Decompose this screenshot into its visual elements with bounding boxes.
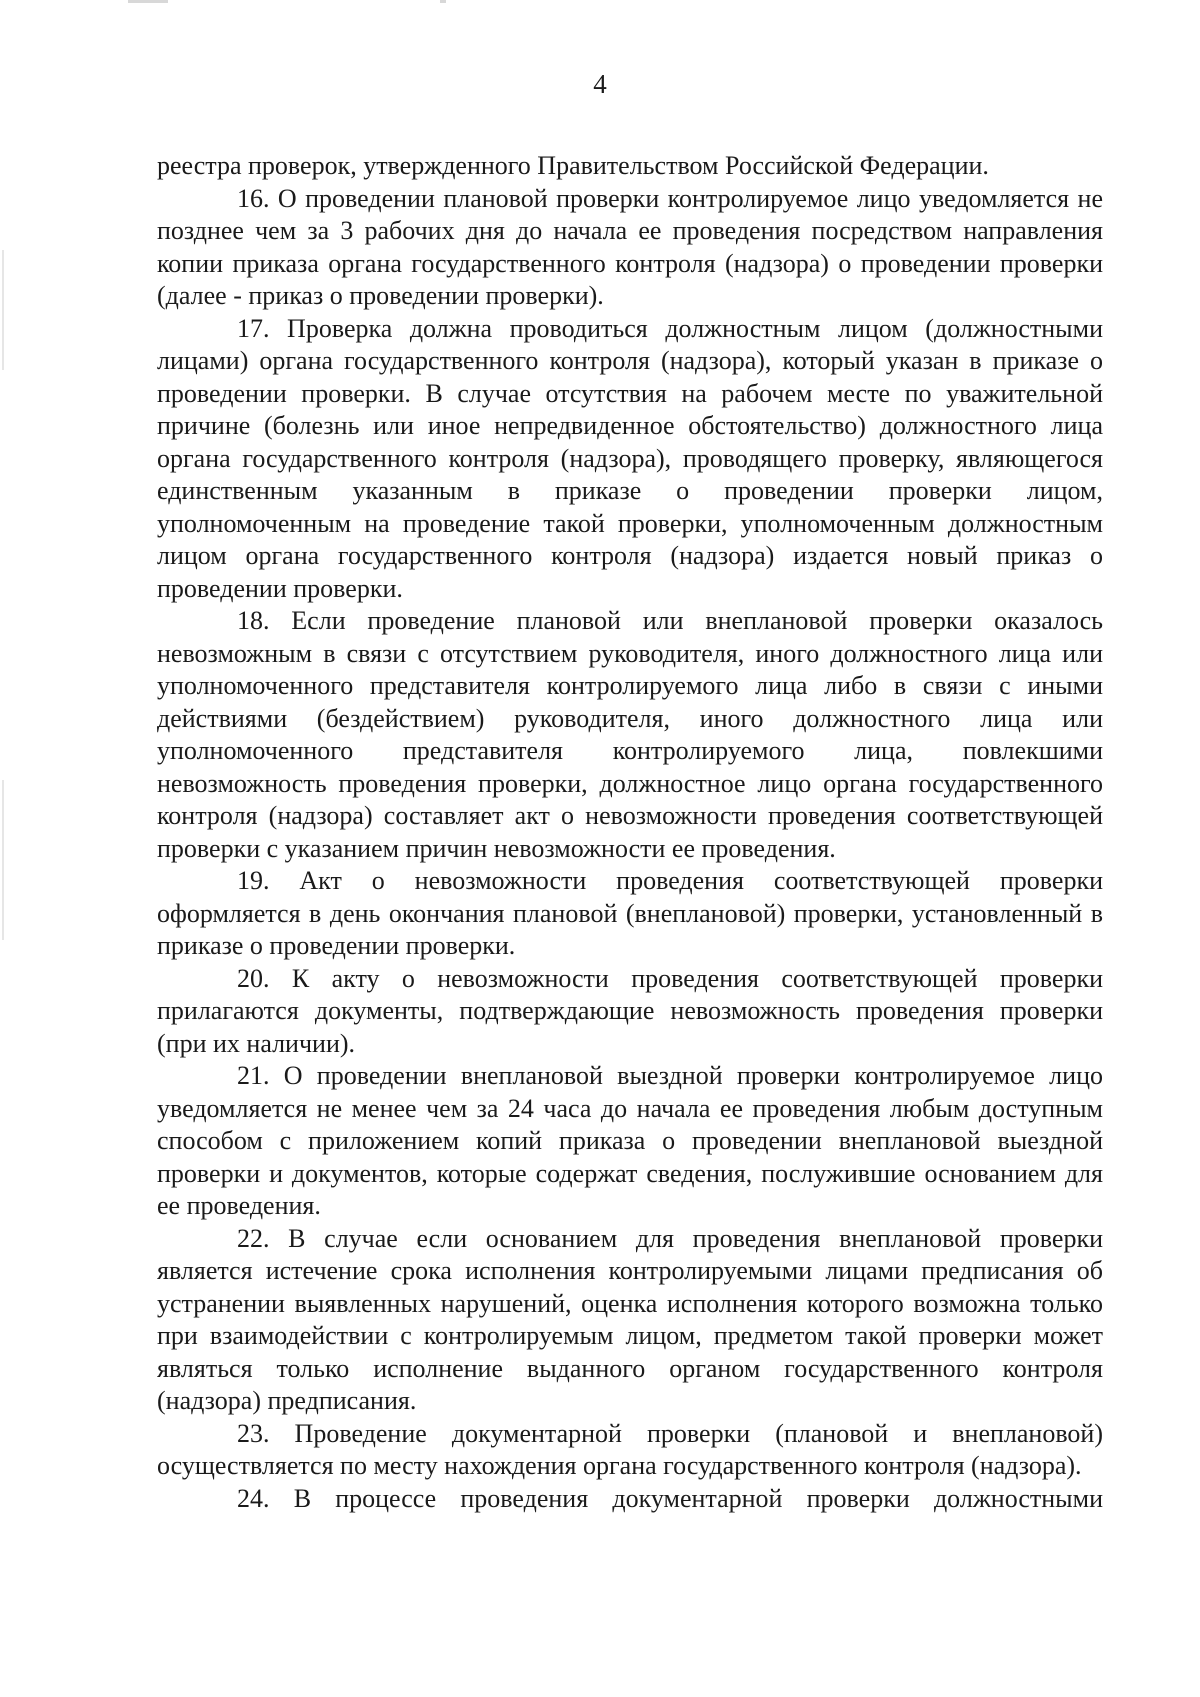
paragraph-23: 23. Проведение документарной проверки (плановой и внеплановой) осуществляется по месту нахождения органа государственного контроля (надзора). (157, 1418, 1103, 1480)
paragraph-22: 22. В случае если основанием для проведения внеплановой проверки является истечение срока исполнения контролируемыми лицами предписания об устранении выявленных нарушений, оценка исполнения которого возможна только при взаимодействии с контролируемым лицом, предметом такой проверки может являться только исполнение выданного органом государственного контроля (надзора) предписания. (157, 1223, 1103, 1415)
paragraph-17: 17. Проверка должна проводиться должностным лицом (должностными лицами) органа государственного контроля (надзора), который указан в приказе о проведении проверки. В случае отсутствия на рабочем месте по уважительной причине (болезнь или иное непредвиденное обстоятельство) должностного лица органа государственного контроля (надзора), проводящего проверку, являющегося единственным указанным в приказе о проведении проверки лицом, уполномоченным на проведение такой проверки, уполномоченным должностным лицом органа государственного контроля (надзора) издается новый приказ о проведении проверки. (157, 313, 1103, 603)
paragraph-16: 16. О проведении плановой проверки контролируемое лицо уведомляется не позднее чем за 3 рабочих дня до начала ее проведения посредством направления копии приказа органа государственного контроля (надзора) о проведении проверки (далее - приказ о проведении проверки). (157, 183, 1103, 310)
paragraph-21: 21. О проведении внеплановой выездной проверки контролируемое лицо уведомляется не менее чем за 24 часа до начала ее проведения любым доступным способом с приложением копий приказа о проведении внеплановой выездной проверки и документов, которые содержат сведения, послужившие основанием для ее проведения. (157, 1061, 1103, 1220)
page-number: 4 (593, 69, 607, 99)
paragraph-18: 18. Если проведение плановой или внеплановой проверки оказалось невозможным в связи с отсутствием руководителя, иного должностного лица или уполномоченного представителя контролируемого лица либо в связи с иными действиями (бездействием) руководителя, иного должностного лица или уполномоченного представителя контролируемого лица, повлекшими невозможность проведения проверки, должностное лицо органа государственного контроля (надзора) составляет акт о невозможности проведения соответствующей проверки с указанием причин невозможности ее проведения. (157, 606, 1103, 863)
scan-artifact (440, 0, 446, 3)
scan-edge-artifact (2, 250, 4, 370)
paragraph-20: 20. К акту о невозможности проведения соответствующей проверки прилагаются документы, подтверждающие невозможность проведения проверки (при их наличии). (157, 963, 1103, 1058)
paragraph-continuation: реестра проверок, утвержденного Правительством Российской Федерации. (157, 151, 989, 180)
paragraph-19: 19. Акт о невозможности проведения соответствующей проверки оформляется в день окончания плановой (внеплановой) проверки, установленный в приказе о проведении проверки. (157, 866, 1103, 960)
paragraph-24: 24. В процессе проведения документарной проверки должностными (237, 1483, 1103, 1513)
scan-edge-artifact (2, 780, 4, 940)
document-body (157, 150, 1103, 1515)
scan-artifact (128, 0, 168, 3)
